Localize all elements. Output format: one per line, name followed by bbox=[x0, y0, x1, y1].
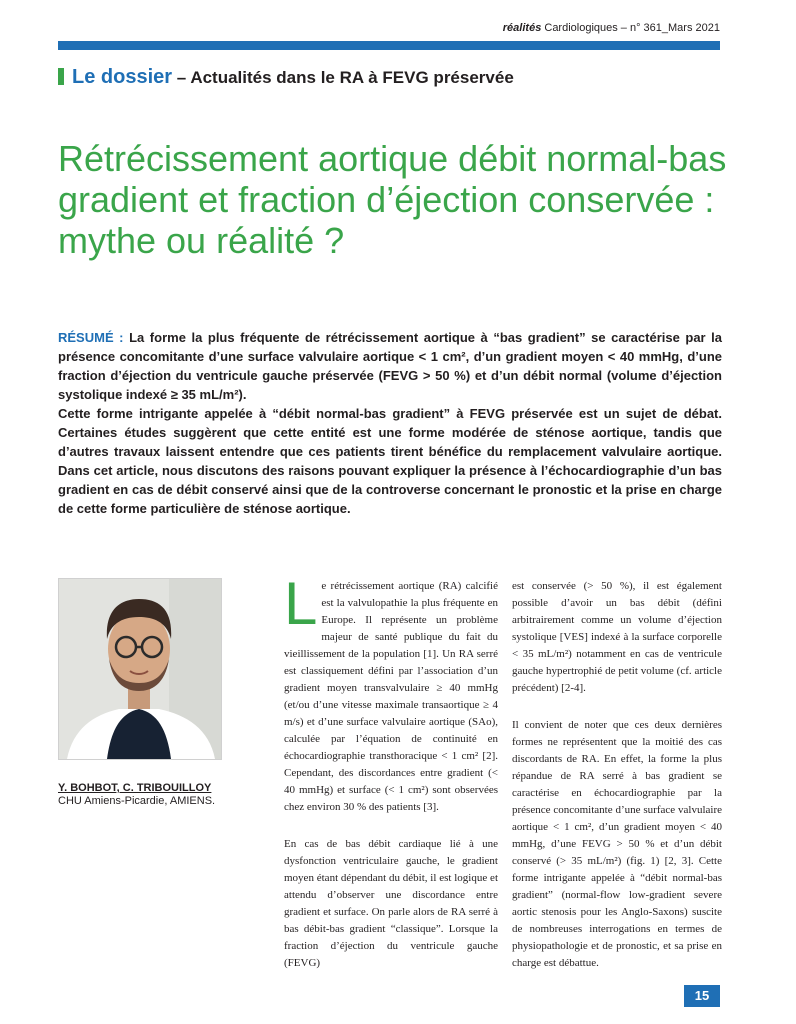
page-number: 15 bbox=[684, 985, 720, 1007]
author-names: Y. BOHBOT, C. TRIBOUILLOY bbox=[58, 782, 212, 794]
body-paragraph: Il convient de noter que ces deux dernières formes ne représentent que la moitié des cas discordants de RA. En effet, la forme la plus répandue de RA serré à bas gradient se caractérise en échocardiographie par la présence concomitante d’une surface valvulaire aortique < 1 cm², d’un gradient moyen < 40 mmHg, d’une FEVG > 50 % et d’un débit conservé (> 35 mL/m²) (fig. 1) [2, 3]. Cette forme intrigante appelée à “débit normal-bas gradient” (normal-flow low-gradient severe aortic stenosis pour les Anglo-Saxons) suscite de nombreuses interrogations en termes de physiopathologie et de pronostic, et sa prise en charge est débattue. bbox=[512, 719, 722, 969]
article-title: Rétrécissement aortique débit normal-bas gradient et fraction d’éjection conservée : mythe ou réalité ? bbox=[58, 138, 727, 261]
abstract-paragraph-2: Cette forme intrigante appelée à “débit normal-bas gradient” à FEVG préservée est un sujet de débat. Certaines études suggèrent que cette entité est une forme modérée de sténose aortique, tandis que d’autres travaux laissent entendre que ces patients tirent bénéfice du remplacement valvulaire aortique. Dans cet article, nous discutons des raisons pouvant expliquer la présence à l’échocardiographie d’un bas gradient en cas de débit conservé ainsi que de la controverse concernant le pronostic et la prise en charge de cette forme particulière de sténose aortique. bbox=[58, 406, 722, 516]
journal-issue: Cardiologiques – n° 361_Mars 2021 bbox=[541, 22, 720, 34]
journal-header bbox=[503, 22, 720, 34]
section-banner bbox=[58, 66, 514, 89]
author-affiliation: CHU Amiens-Picardie, AMIENS. bbox=[58, 795, 216, 807]
body-column-1 bbox=[284, 570, 498, 992]
journal-brand: réalités bbox=[502, 22, 542, 34]
body-paragraph: En cas de bas débit cardiaque lié à une dysfonction ventriculaire gauche, le gradient moyen étant dépendant du débit, il est logique et attendu d’observer une discordance entre gradient et surface. On parle alors de RA serré à bas débit-bas gradient “classique”. Lorsque la fraction d’éjection du ventricule gauche (FEVG) bbox=[284, 838, 498, 969]
body-text: e rétrécissement aortique (RA) calcifié est la valvulopathie la plus fréquente en Europe. Il représente un problème majeur de santé publique du fait du vieillissement de la population [1]. Un RA serré est classiquement défini par l’association d’un gradient moyen transvalvulaire ≥ 40 mmHg (et/ou d’une vitesse maximale transaortique ≥ 4 m/s) et d’une surface valvulaire aortique (SAo), calculée par l’équation de continuité en échocardiographie transthoracique < 1 cm² [2]. Cependant, des discordances entre gradient (< 40 mmHg) et surface (< 1 cm²) sont observées chez environ 30 % des patients [3]. bbox=[284, 580, 498, 813]
body-column-2 bbox=[512, 578, 722, 992]
section-separator: – bbox=[172, 68, 191, 87]
author-photo bbox=[58, 578, 222, 760]
drop-cap: L bbox=[284, 570, 318, 637]
author-block bbox=[58, 782, 215, 808]
header-rule bbox=[58, 41, 720, 50]
section-label: Le dossier bbox=[72, 66, 173, 88]
abstract bbox=[58, 328, 722, 518]
abstract-paragraph-1 bbox=[58, 328, 722, 404]
body-paragraph bbox=[284, 570, 498, 816]
abstract-label: RÉSUMÉ : bbox=[58, 330, 124, 345]
section-topic: Actualités dans le RA à FEVG préservée bbox=[190, 68, 514, 87]
abstract-text-1: La forme la plus fréquente de rétrécissement aortique à “bas gradient” se caractérise par la présence concomitante d’une surface valvulaire aortique < 1 cm², d’un gradient moyen < 40 mmHg, d’une fraction d’éjection du ventricule gauche préservée (FEVG > 50 %) et d’un débit normal (volume d’éjection systolique indexé ≥ 35 mL/m²). bbox=[58, 330, 723, 402]
section-marker bbox=[58, 68, 64, 85]
body-paragraph: est conservée (> 50 %), il est également possible d’avoir un bas débit (défini arbitrairement comme un volume d’éjection systolique [VES] indexé à la surface corporelle < 35 mL/m²) notamment en cas de ventricule gauche hypertrophié de petit volume (cf. article précédent) [2-4]. bbox=[512, 580, 722, 694]
